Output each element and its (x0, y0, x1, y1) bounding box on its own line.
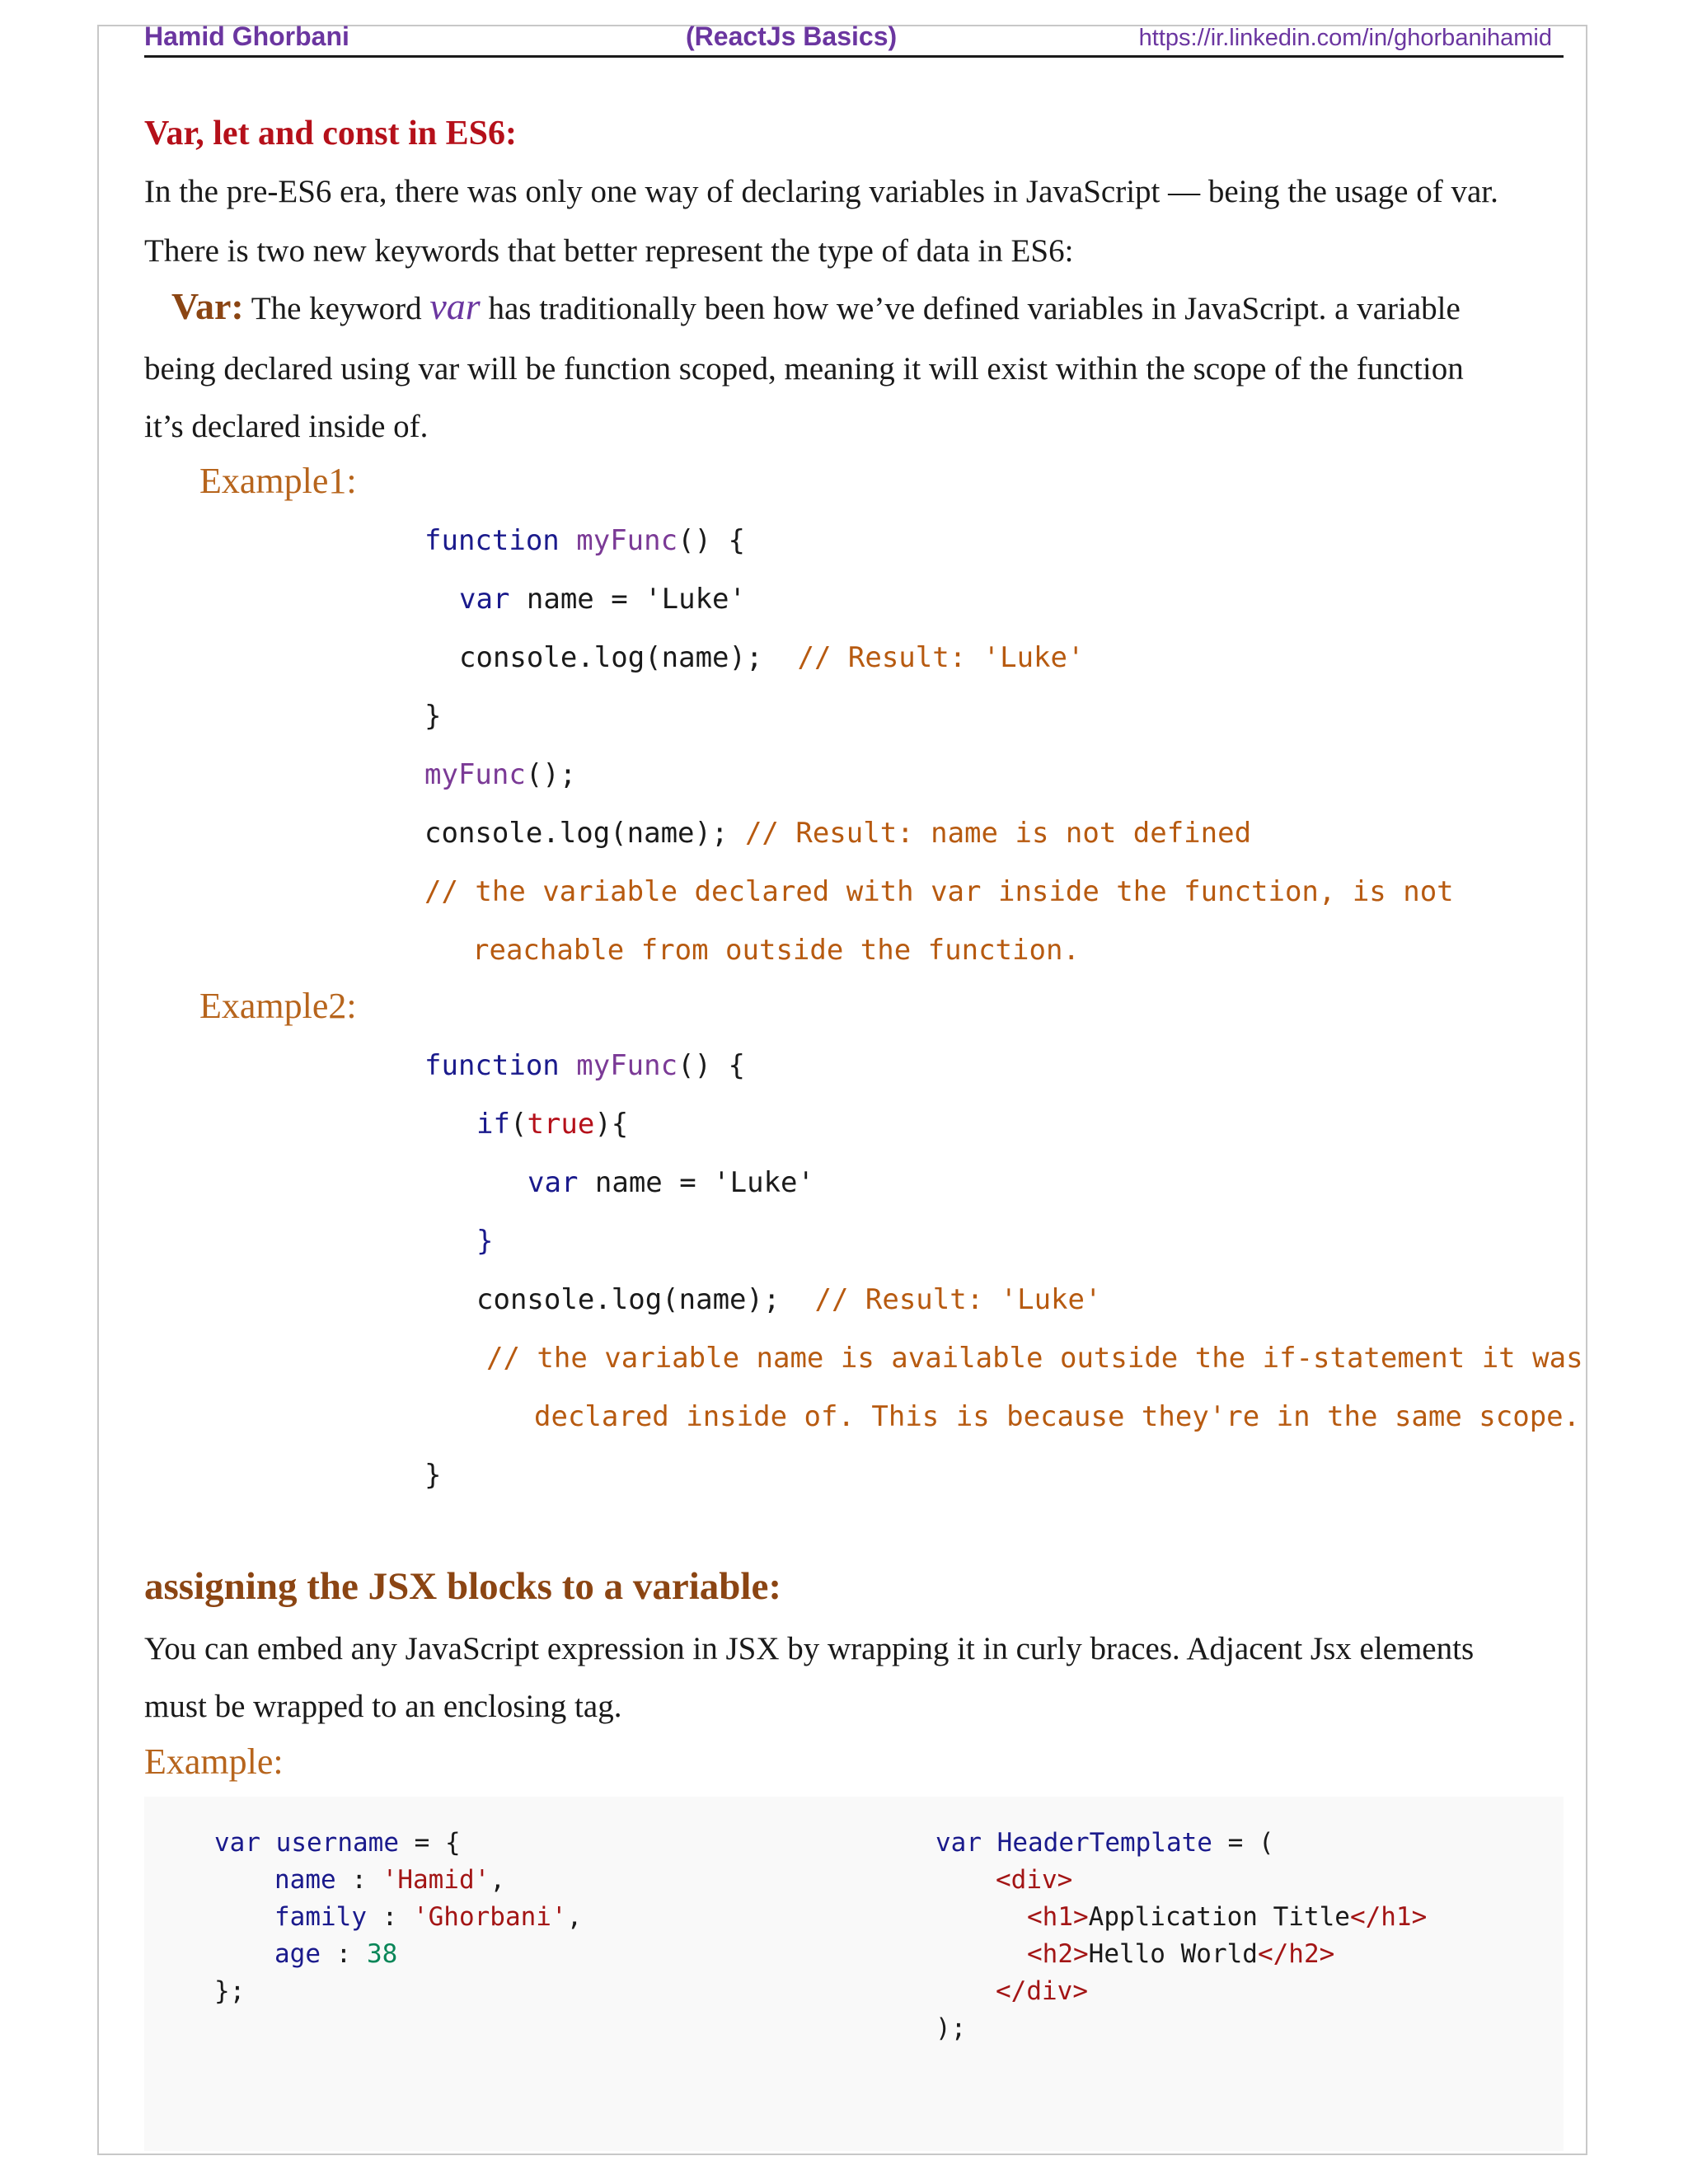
ex1-line-2-rest: name = 'Luke' (509, 583, 746, 616)
ex1-line-8: reachable from outside the function. (472, 934, 1080, 967)
ex1-line-5 (424, 758, 576, 791)
ex1-line-6-comment: // Result: name is not defined (744, 817, 1252, 850)
right-h1-text: Application Title (1088, 1902, 1350, 1932)
ex1-keyword-function: function (424, 524, 560, 557)
code-right-line-5: </div> (996, 1976, 1088, 2006)
var-text-a: The keyword (251, 291, 422, 326)
code-right-line-4 (1027, 1939, 1334, 1969)
example2-label: Example2: (199, 986, 357, 1026)
ex2-line-4: } (476, 1225, 494, 1258)
right-h2-open: <h2> (1027, 1939, 1089, 1969)
header-divider (144, 55, 1564, 58)
left-key-family: family (274, 1902, 367, 1932)
ex1-line-2 (459, 583, 746, 616)
right-h1-open: <h1> (1027, 1902, 1089, 1932)
ex1-line-1 (424, 524, 745, 557)
intro-line-1: In the pre-ES6 era, there was only one way of declaring variables in JavaScript — being the usage of var. (144, 174, 1498, 209)
code-left-line-4 (274, 1939, 397, 1969)
ex2-line-1 (424, 1049, 745, 1082)
ex1-line-1-rest: () { (678, 524, 745, 557)
ex2-keyword-true: true (527, 1108, 595, 1141)
jsx-line-1: You can embed any JavaScript expression in JSX by wrapping it in curly braces. Adjacent Jsx elements (144, 1631, 1475, 1666)
right-h2-close: </h2> (1257, 1939, 1335, 1969)
ex1-line-4: } (424, 700, 442, 733)
ex2-line-5 (476, 1283, 1101, 1316)
right-var-name: HeaderTemplate (996, 1828, 1212, 1858)
ex2-paren-open: ( (509, 1108, 528, 1141)
ex2-line-7: declared inside of. This is because they're in the same scope. (534, 1400, 1581, 1433)
code-left-line-3 (274, 1902, 582, 1932)
ex2-function-name: myFunc (576, 1049, 678, 1082)
ex1-line-3 (459, 641, 1084, 674)
code-left-line-5: }; (214, 1976, 246, 2006)
ex2-line-5-comment: // Result: 'Luke' (814, 1283, 1102, 1316)
var-text-b: has traditionally been how we’ve defined variables in JavaScript. a variable (488, 291, 1461, 326)
ex1-line-6-code: console.log(name); (424, 817, 729, 850)
code-right-line-1 (935, 1828, 1274, 1858)
ex2-keyword-function: function (424, 1049, 560, 1082)
ex1-keyword-var: var (459, 583, 510, 616)
left-key-age: age (274, 1939, 321, 1969)
left-val-name: 'Hamid' (382, 1865, 490, 1895)
var-label: Var: (171, 285, 244, 327)
ex2-line-5-code: console.log(name); (476, 1283, 781, 1316)
ex1-call-name: myFunc (424, 758, 526, 791)
left-line-1-rest: = { (398, 1828, 461, 1858)
ex1-line-7: // the variable declared with var inside the function, is not (424, 875, 1454, 908)
left-sep-3: : (366, 1902, 413, 1932)
header-url[interactable]: https://ir.linkedin.com/in/ghorbanihamid (1138, 25, 1552, 51)
code-right-line-3 (1027, 1902, 1427, 1932)
code-left-line-1 (214, 1828, 461, 1858)
right-h1-close: </h1> (1349, 1902, 1428, 1932)
jsx-line-2: must be wrapped to an enclosing tag. (144, 1689, 622, 1724)
code-right-line-2: <div> (996, 1865, 1073, 1895)
right-line-1-rest: = ( (1212, 1828, 1274, 1858)
left-key-name: name (274, 1865, 336, 1895)
section-heading-jsx: assigning the JSX blocks to a variable: (144, 1565, 781, 1608)
header-title: (ReactJs Basics) (686, 21, 898, 51)
ex2-keyword-var: var (528, 1166, 579, 1199)
code-left-line-2 (274, 1865, 505, 1895)
code-right-line-6: ); (935, 2013, 967, 2043)
left-val-age: 38 (367, 1939, 398, 1969)
right-h2-text: Hello World (1088, 1939, 1258, 1969)
ex1-line-5-rest: (); (525, 758, 577, 791)
left-var-name: username (275, 1828, 399, 1858)
ex2-line-2-rest: ){ (594, 1108, 629, 1141)
left-keyword-var: var (214, 1828, 260, 1858)
var-paragraph-line-1 (171, 284, 1461, 328)
var-paragraph-line-2: being declared using var will be function scoped, meaning it will exist within the scope of the function (144, 351, 1464, 387)
right-keyword-var: var (935, 1828, 982, 1858)
ex1-function-name: myFunc (576, 524, 678, 557)
header-author: Hamid Ghorbani (144, 21, 349, 51)
left-end-3: , (566, 1902, 583, 1932)
ex2-line-2 (476, 1108, 628, 1141)
ex2-line-3-rest: name = 'Luke' (578, 1166, 814, 1199)
intro-line-2: There is two new keywords that better represent the type of data in ES6: (144, 233, 1074, 269)
var-keyword: var (429, 285, 481, 327)
ex1-line-3-comment: // Result: 'Luke' (797, 641, 1085, 674)
ex2-line-1-rest: () { (678, 1049, 745, 1082)
ex2-keyword-if: if (476, 1108, 510, 1141)
ex2-line-6: // the variable name is available outside the if-statement it was (486, 1342, 1583, 1375)
left-sep-2: : (335, 1865, 382, 1895)
left-val-family: 'Ghorbani' (412, 1902, 567, 1932)
section-heading-var-let-const: Var, let and const in ES6: (144, 115, 517, 152)
left-sep-4: : (321, 1939, 367, 1969)
ex1-line-3-code: console.log(name); (459, 641, 763, 674)
ex1-line-6 (424, 817, 1251, 850)
left-end-2: , (490, 1865, 505, 1895)
ex2-line-3 (528, 1166, 814, 1199)
example1-label: Example1: (199, 461, 357, 501)
jsx-example-label: Example: (144, 1741, 284, 1782)
var-paragraph-line-3: it’s declared inside of. (144, 409, 429, 444)
ex2-line-8: } (424, 1459, 442, 1492)
